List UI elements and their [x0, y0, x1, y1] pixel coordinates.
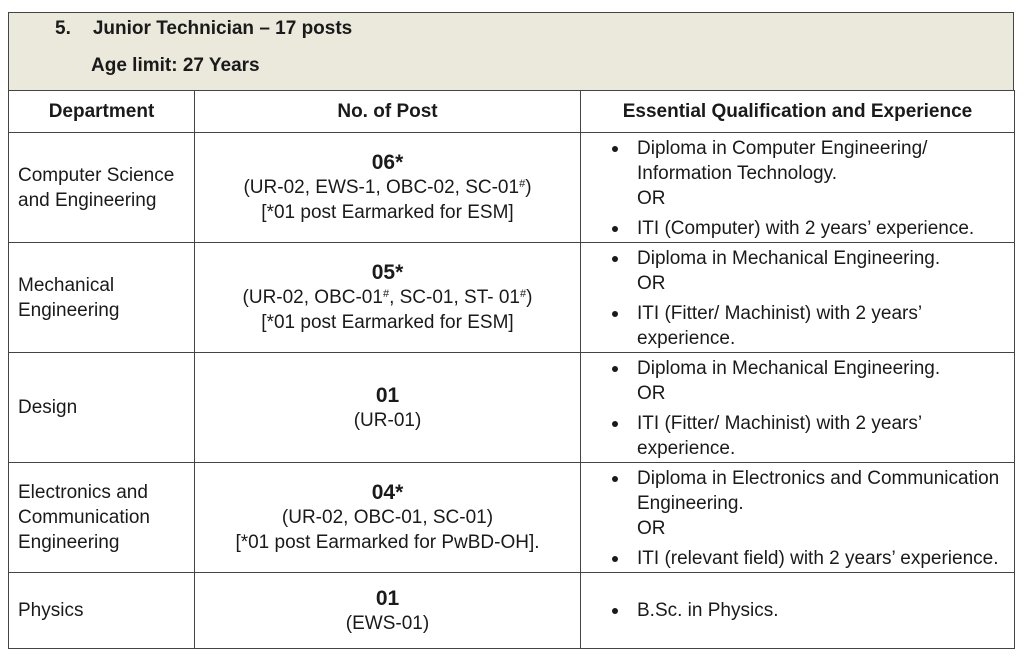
qualification-item: ITI (Fitter/ Machinist) with 2 years’ [581, 301, 1010, 326]
age-limit: Age limit: 27 Years [91, 55, 260, 76]
department-line: Electronics and [18, 482, 148, 503]
department-line: Design [18, 397, 78, 418]
table-row [9, 243, 1015, 353]
table-header-row [9, 91, 1015, 133]
department-cell [9, 573, 195, 649]
post-breakdown: (UR-02, OBC-01, SC-01) [281, 507, 494, 528]
qualification-or: OR [637, 383, 666, 404]
posts-cell [195, 243, 581, 353]
post-breakdown: (EWS-01) [345, 612, 430, 634]
department-line: and Engineering [18, 189, 157, 211]
qualification-cell [581, 243, 1015, 353]
qualification-item: ITI (Computer) with 2 years’ experience. [581, 216, 1010, 241]
qualification-item: ITI (relevant field) with 2 years’ experience. [581, 546, 1010, 571]
post-breakdown: (UR-02, EWS-1, OBC-02, SC-01#) [243, 177, 532, 198]
posts-table [8, 90, 1015, 649]
department-line: Engineering [18, 299, 120, 321]
department-line: Computer Science [18, 164, 175, 186]
qualification-item: Diploma in Mechanical Engineering. [581, 356, 1010, 381]
department-line: Physics [18, 600, 84, 621]
post-count: 01 [375, 383, 400, 407]
posts-cell [195, 463, 581, 573]
column-header-posts: No. of Post [195, 91, 581, 133]
column-header-qualification: Essential Qualification and Experience [581, 91, 1015, 133]
qualification-item: ITI (Fitter/ Machinist) with 2 years’ [581, 411, 1010, 436]
post-note: [*01 post Earmarked for ESM] [261, 312, 514, 333]
qualification-cell [581, 353, 1015, 463]
post-breakdown: (UR-02, OBC-01#, SC-01, ST- 01#) [242, 287, 533, 308]
post-count: 05* [371, 261, 404, 284]
department-cell [9, 243, 195, 353]
post-breakdown: (UR-01) [353, 409, 422, 431]
department-cell [9, 463, 195, 573]
posts-cell [195, 573, 581, 649]
qualification-line: Information Technology. [637, 163, 837, 184]
department-line: Communication [18, 507, 150, 528]
qualification-item: B.Sc. in Physics. [581, 598, 1010, 623]
post-count: 04* [371, 481, 404, 504]
post-count: 06* [371, 151, 404, 174]
table-row [9, 463, 1015, 573]
table-row [9, 133, 1015, 243]
posts-cell [195, 353, 581, 463]
qualification-cell [581, 463, 1015, 573]
qualification-item: Diploma in Electronics and Communication [581, 466, 1010, 491]
department-line: Engineering [18, 532, 120, 553]
post-note: [*01 post Earmarked for ESM] [261, 202, 514, 223]
section-header [8, 12, 1014, 91]
qualification-item: Diploma in Mechanical Engineering. [581, 246, 1010, 271]
table-row [9, 573, 1015, 649]
section-title-text: Junior Technician – 17 posts [92, 18, 353, 39]
qualification-item: Diploma in Computer Engineering/ [581, 136, 1010, 161]
posts-cell [195, 133, 581, 243]
section-title [55, 18, 352, 40]
post-note: [*01 post Earmarked for PwBD-OH]. [235, 532, 540, 553]
qualification-line: experience. [637, 328, 736, 349]
document-frame [8, 12, 1014, 650]
qualification-cell [581, 573, 1015, 649]
qualification-line: experience. [637, 438, 736, 459]
qualification-or: OR [637, 273, 666, 294]
department-line: Mechanical [18, 274, 115, 296]
post-count: 01 [375, 586, 400, 610]
department-cell [9, 133, 195, 243]
column-header-department: Department [9, 91, 195, 133]
qualification-cell [581, 133, 1015, 243]
qualification-or: OR [637, 518, 666, 539]
department-cell [9, 353, 195, 463]
section-number: 5. [55, 18, 71, 39]
table-row [9, 353, 1015, 463]
qualification-or: OR [637, 188, 666, 209]
qualification-line: Engineering. [637, 493, 744, 514]
